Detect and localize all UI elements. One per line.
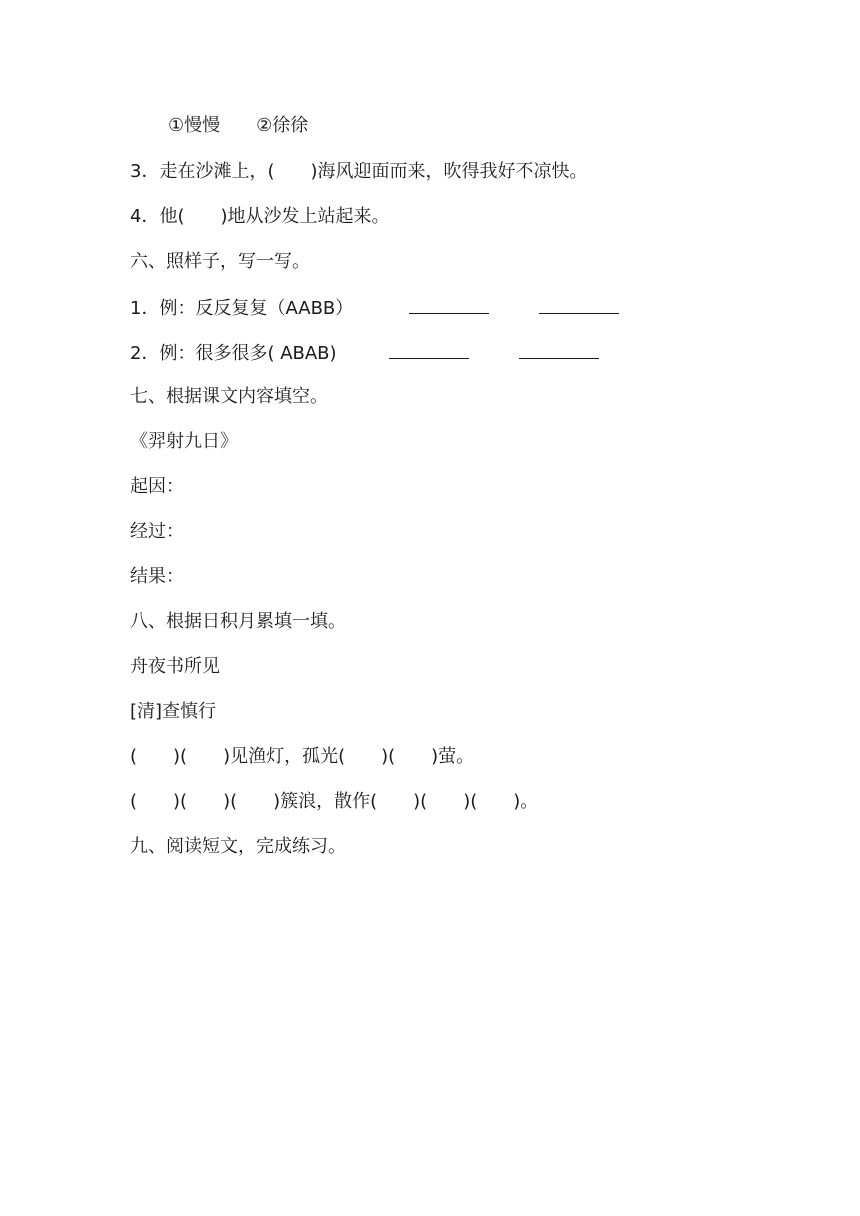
word-options: ①慢慢 ②徐徐	[168, 115, 309, 136]
example-2-row	[130, 340, 599, 366]
question-4: 4．他( )地从沙发上站起来。	[130, 206, 390, 227]
example-1-row	[130, 295, 619, 321]
poem-title: 舟夜书所见	[130, 656, 220, 677]
section-6-heading: 六、照样子，写一写。	[130, 251, 310, 272]
answer-blank[interactable]	[409, 295, 489, 314]
section-8-heading: 八、根据日积月累填一填。	[130, 611, 346, 632]
story-title: 《羿射九日》	[130, 431, 238, 452]
story-process: 经过：	[130, 521, 184, 542]
section-7-heading: 七、根据课文内容填空。	[130, 386, 328, 407]
section-9-heading: 九、阅读短文，完成练习。	[130, 836, 346, 857]
story-result: 结果：	[130, 566, 184, 587]
example-1-text: 1．例：反反复复（AABB）	[130, 298, 354, 319]
poem-line-2: ( )( )( )簇浪，散作( )( )( )。	[130, 791, 539, 812]
answer-blank[interactable]	[519, 340, 599, 359]
poem-line-1: ( )( )见渔灯，孤光( )( )萤。	[130, 746, 475, 767]
poem-author: [清]查慎行	[130, 701, 217, 722]
example-2-text: 2．例：很多很多( ABAB)	[130, 343, 337, 364]
story-cause: 起因：	[130, 476, 184, 497]
question-3: 3．走在沙滩上，( )海风迎面而来，吹得我好不凉快。	[130, 161, 588, 182]
answer-blank[interactable]	[539, 295, 619, 314]
answer-blank[interactable]	[389, 340, 469, 359]
